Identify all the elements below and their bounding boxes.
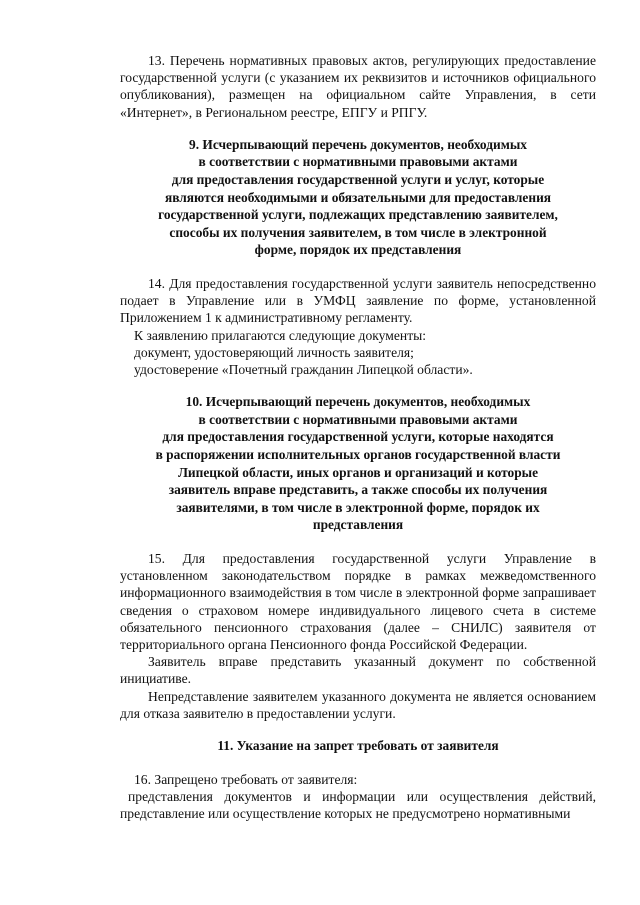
- paragraph-14: 14. Для предоставления государственной услуги заявитель непосредственно подает в Управление или в УМФЦ заявление по форме, установленной Приложением 1 к административному регламенту.: [120, 275, 596, 326]
- heading-line: форме, порядок их представления: [254, 242, 462, 258]
- paragraph-15-right: Заявитель вправе представить указанный документ по собственной инициативе.: [120, 654, 596, 687]
- heading-line: Липецкой области, иных органов и организаций и которые: [177, 464, 539, 480]
- heading-line: в распоряжении исполнительных органов государственной власти: [155, 446, 561, 462]
- section-heading-9: [120, 136, 596, 259]
- heading-line: в соответствии с нормативными правовыми актами: [198, 154, 518, 170]
- paragraph-13: 13. Перечень нормативных правовых актов, регулирующих предоставление государственной услуги (с указанием их реквизитов и источников официального опубликования), размещен на официальном сайте Управления, в сети «Интернет», в Региональном реестре, ЕПГУ и РПГУ.: [120, 53, 596, 120]
- heading-line: в соответствии с нормативными правовыми актами: [198, 411, 518, 427]
- heading-line: заявителями, в том числе в электронной форме, порядок их: [176, 499, 540, 515]
- section-heading-10: [120, 393, 596, 534]
- heading-line: 10. Исчерпывающий перечень документов, необходимых: [185, 394, 531, 410]
- section-heading-11: 11. Указание на запрет требовать от заявителя: [217, 737, 499, 753]
- paragraph-16-intro: 16. Запрещено требовать от заявителя:: [134, 771, 358, 787]
- heading-line: являются необходимыми и обязательными для предоставления: [164, 189, 552, 205]
- paragraph-15-nonsubmission: Непредставление заявителем указанного документа не является основанием для отказа заявителю в предоставлении услуги.: [120, 688, 596, 721]
- heading-line: 9. Исчерпывающий перечень документов, необходимых: [189, 136, 527, 152]
- paragraph-14-document-2: удостоверение «Почетный гражданин Липецкой области».: [134, 361, 473, 377]
- heading-line: представления: [312, 517, 404, 533]
- paragraph-15: 15. Для предоставления государственной услуги Управление в установленном законодательством порядке в рамках межведомственного информационного взаимодействия в том числе в электронной форме запрашивает сведения о страховом номере индивидуального лицевого счета в системе обязательного пенсионного страхования (далее – СНИЛС) заявителя от территориального органа Пенсионного фонда Российской Федерации.: [120, 550, 596, 652]
- heading-line: для предоставления государственной услуги и услуг, которые: [171, 172, 545, 187]
- heading-line: государственной услуги, подлежащих представлению заявителем,: [158, 207, 558, 223]
- document-body: [120, 52, 596, 822]
- heading-line: заявитель вправе представить, а также способы их получения: [168, 482, 548, 498]
- paragraph-14-attached-intro: К заявлению прилагаются следующие документы:: [134, 327, 427, 343]
- paragraph-14-document-1: документ, удостоверяющий личность заявителя;: [134, 344, 414, 360]
- paragraph-16-item-1: представления документов и информации или осуществления действий, представление или осуществление которых не предусмотрено нормативными: [120, 788, 596, 821]
- heading-line: для предоставления государственной услуги, которые находятся: [162, 429, 554, 445]
- heading-line: способы их получения заявителем, в том числе в электронной: [169, 224, 547, 240]
